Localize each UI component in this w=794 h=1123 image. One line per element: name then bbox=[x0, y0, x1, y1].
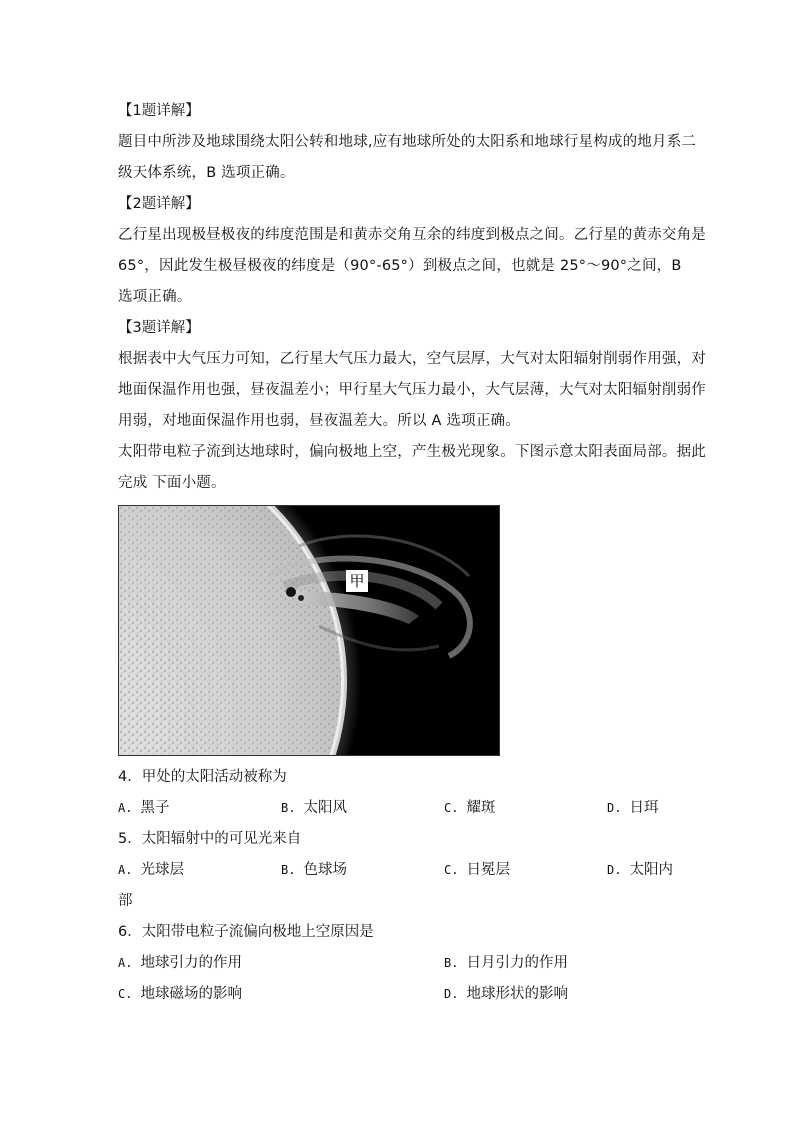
paragraph-line: 用弱，对地面保温作用也弱，昼夜温差大。所以 A 选项正确。 bbox=[118, 413, 520, 429]
paragraph-line: 级天体系统，B 选项正确。 bbox=[118, 165, 295, 181]
option-a[interactable]: A. 光球层 bbox=[118, 862, 184, 878]
paragraph-line: 题目中所涉及地球围绕太阳公转和地球,应有地球所处的太阳系和地球行星构成的地月系二 bbox=[118, 134, 697, 150]
paragraph-line: 乙行星出现极昼极夜的纬度范围是和黄赤交角互余的纬度到极点之间。乙行星的黄赤交角是 bbox=[118, 227, 706, 243]
option-c[interactable]: C. 耀斑 bbox=[444, 800, 496, 816]
intro-line: 完成 下面小题。 bbox=[118, 475, 226, 491]
intro-line: 太阳带电粒子流到达地球时，偏向极地上空，产生极光现象。下图示意太阳表面局部。据此 bbox=[118, 444, 706, 460]
paragraph-line: 根据表中大气压力可知，乙行星大气压力最大，空气层厚，大气对太阳辐射削弱作用强，对 bbox=[118, 351, 706, 367]
option-b[interactable]: B. 太阳风 bbox=[281, 800, 347, 816]
paragraph-line: 65°，因此发生极昼极夜的纬度是（90°-65°）到极点之间，也就是 25°～90°之间，B bbox=[118, 258, 682, 274]
options-row bbox=[118, 793, 678, 824]
sun-prominence-image bbox=[119, 506, 499, 755]
option-c[interactable]: C. 日冕层 bbox=[444, 862, 510, 878]
question-stem: 6．太阳带电粒子流偏向极地上空原因是 bbox=[118, 924, 374, 940]
option-a[interactable]: A. 地球引力的作用 bbox=[118, 955, 242, 971]
paragraph-line: 地面保温作用也强，昼夜温差小；甲行星大气压力最小，大气层薄，大气对太阳辐射削弱作 bbox=[118, 382, 706, 398]
options-row bbox=[118, 948, 678, 979]
question-stem: 4．甲处的太阳活动被称为 bbox=[118, 769, 287, 785]
section-heading: 【3题详解】 bbox=[118, 320, 200, 336]
figure-label-jia: 甲 bbox=[346, 570, 368, 592]
option-wrap-text: 部 bbox=[118, 893, 133, 909]
paragraph-line: 选项正确。 bbox=[118, 289, 192, 305]
sun-surface-figure bbox=[118, 505, 500, 756]
option-d[interactable]: D. 太阳内 bbox=[607, 862, 673, 878]
option-d[interactable]: D. 地球形状的影响 bbox=[444, 986, 568, 1002]
section-heading: 【2题详解】 bbox=[118, 196, 200, 212]
option-c[interactable]: C. 地球磁场的影响 bbox=[118, 986, 242, 1002]
option-b[interactable]: B. 色球场 bbox=[281, 862, 347, 878]
option-b[interactable]: B. 日月引力的作用 bbox=[444, 955, 568, 971]
option-d[interactable]: D. 日珥 bbox=[607, 800, 659, 816]
section-heading: 【1题详解】 bbox=[118, 103, 200, 119]
document-page bbox=[118, 96, 706, 1010]
option-a[interactable]: A. 黑子 bbox=[118, 800, 170, 816]
options-row bbox=[118, 979, 678, 1010]
question-stem: 5．太阳辐射中的可见光来自 bbox=[118, 831, 302, 847]
options-row bbox=[118, 855, 678, 886]
